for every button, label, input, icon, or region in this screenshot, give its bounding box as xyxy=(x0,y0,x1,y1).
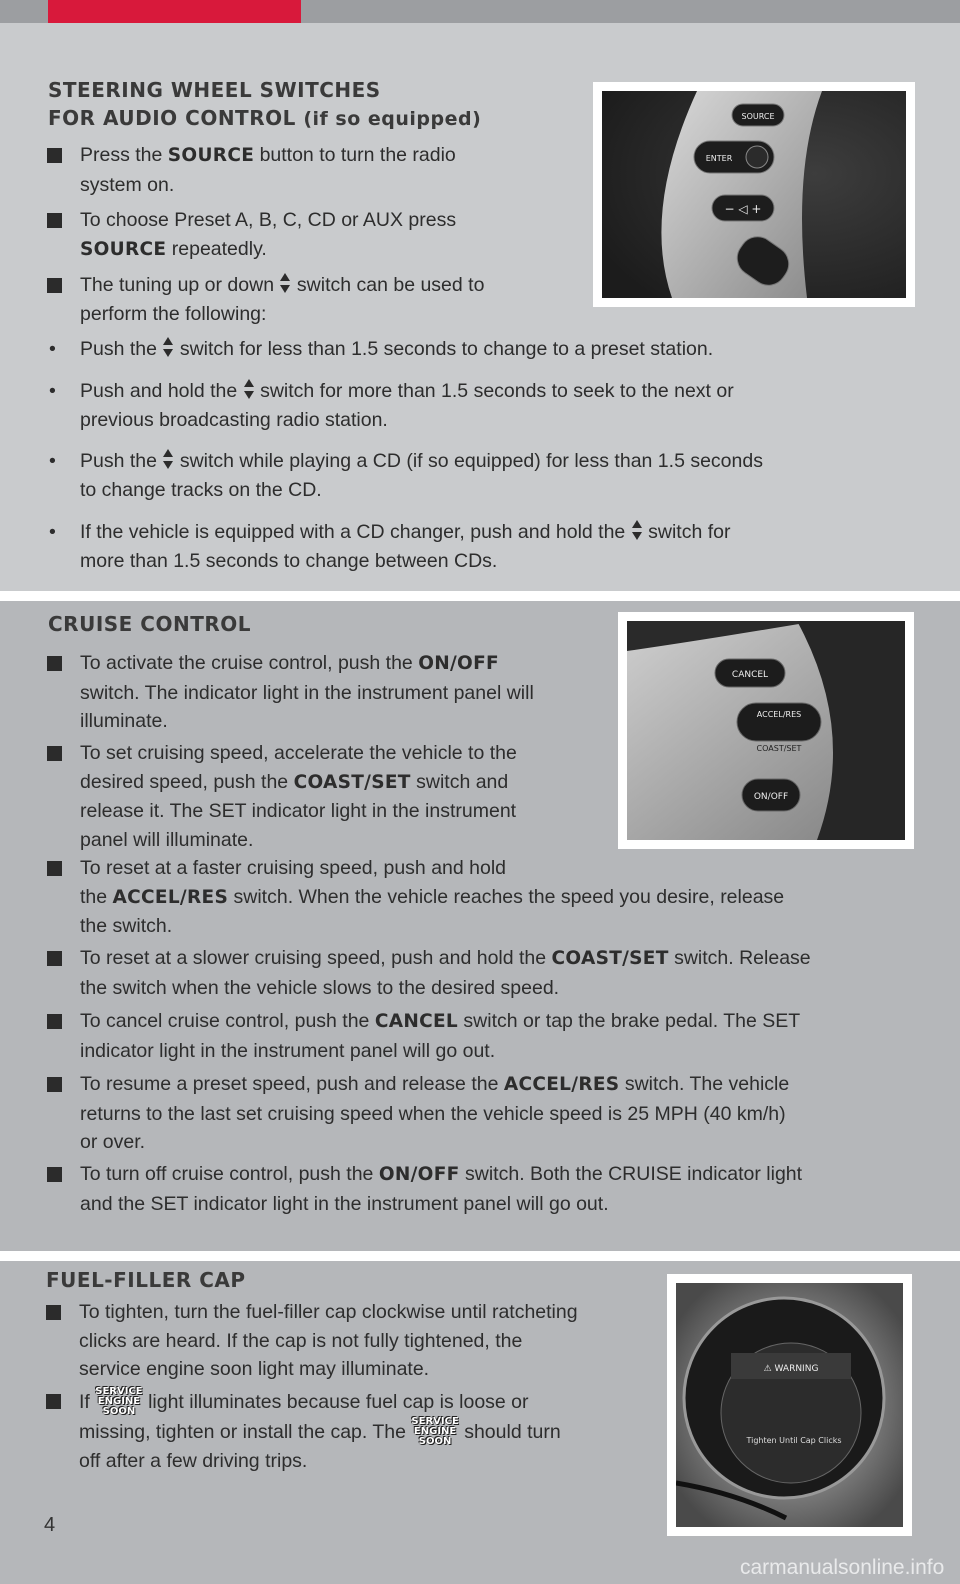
up-down-arrow-icon xyxy=(279,272,291,296)
square-bullet xyxy=(46,1305,61,1320)
square-bullet xyxy=(47,746,62,761)
button-keyword: COAST/SET xyxy=(293,771,411,793)
sub-bullet xyxy=(49,377,734,435)
text: missing, tighten or install the cap. The xyxy=(79,1421,406,1443)
list-item xyxy=(80,1070,789,1157)
list-item xyxy=(79,1298,578,1384)
text: If the vehicle is equipped with a CD changer, push and hold the xyxy=(80,521,626,543)
text: indicator light in the instrument panel will go out. xyxy=(80,1039,496,1062)
title-line-1: STEERING WHEEL SWITCHES xyxy=(48,78,381,102)
photo-label-tighten: Tighten Until Cap Clicks xyxy=(746,1436,842,1445)
page-number: 4 xyxy=(44,1514,56,1536)
square-bullet xyxy=(47,278,62,293)
section-title: FUEL-FILLER CAP xyxy=(46,1268,246,1292)
text: To reset at a slower cruising speed, push and hold the xyxy=(80,947,552,969)
text: previous broadcasting radio station. xyxy=(80,409,388,431)
text: switch. Both the CRUISE indicator light xyxy=(459,1163,803,1185)
fuel-cap-photo xyxy=(667,1274,912,1536)
text: Push the xyxy=(80,450,157,472)
photo-label-accel: ACCEL/RES xyxy=(756,710,802,719)
text: off after a few driving trips. xyxy=(79,1450,308,1472)
text: light illuminates because fuel cap is loose or xyxy=(148,1391,529,1413)
button-keyword: ON/OFF xyxy=(418,653,499,674)
list-item xyxy=(80,141,456,199)
photo-label-enter: ENTER xyxy=(705,154,733,163)
text: should turn xyxy=(464,1421,561,1443)
text: and the SET indicator light in the instrument panel will go out. xyxy=(80,1192,609,1215)
list-item xyxy=(80,206,456,264)
text: Press the xyxy=(80,144,163,166)
text: desired speed, push the xyxy=(80,770,294,793)
text: to change tracks on the CD. xyxy=(80,479,322,501)
text: switch can be used to xyxy=(296,274,485,296)
text: the xyxy=(80,885,113,908)
square-bullet xyxy=(47,951,62,966)
bullet-dot: • xyxy=(49,338,56,360)
up-down-arrow-icon xyxy=(243,378,255,402)
text: clicks are heard. If the cap is not fully tightened, the xyxy=(79,1329,523,1352)
text: more than 1.5 seconds to change between CDs. xyxy=(80,550,498,572)
sub-bullet xyxy=(49,518,731,576)
text: the switch. xyxy=(80,915,173,937)
cruise-section xyxy=(0,601,960,1251)
up-down-arrow-icon xyxy=(162,448,174,472)
section-title: CRUISE CONTROL xyxy=(48,612,251,636)
service-engine-soon-icon: SERVICE ENGINE SOON xyxy=(95,1386,143,1417)
up-down-arrow-icon xyxy=(162,336,174,360)
text: illuminate. xyxy=(80,710,168,732)
text: repeatedly. xyxy=(171,237,267,260)
text: To resume a preset speed, push and release the xyxy=(80,1073,504,1095)
title-line-2: FOR AUDIO CONTROL xyxy=(48,106,296,130)
text: or over. xyxy=(80,1131,146,1153)
text: switch and xyxy=(410,770,509,793)
text: switch for more than 1.5 seconds to seek to the next or xyxy=(260,380,734,402)
list-item xyxy=(80,944,811,1002)
text: perform the following: xyxy=(80,302,267,325)
top-accent-bar xyxy=(48,0,301,23)
photo-label-source: SOURCE xyxy=(741,112,775,121)
cruise-switch-illustration xyxy=(627,621,905,840)
svg-text:− ◁ +: − ◁ + xyxy=(724,202,762,216)
section-title xyxy=(48,76,481,133)
list-item xyxy=(80,854,784,941)
list-item xyxy=(80,1160,802,1218)
photo-label-onoff: ON/OFF xyxy=(753,792,789,802)
text: panel will illuminate. xyxy=(80,828,254,851)
top-band xyxy=(0,0,960,23)
square-bullet xyxy=(47,861,62,876)
text: switch. When the vehicle reaches the speed you desire, release xyxy=(228,885,785,908)
text: release it. The SET indicator light in the instrument xyxy=(80,800,517,822)
list-item xyxy=(80,649,534,736)
square-bullet xyxy=(47,1077,62,1092)
square-bullet xyxy=(47,1167,62,1182)
square-bullet xyxy=(46,1394,61,1409)
text: returns to the last set cruising speed when the vehicle speed is 25 MPH (40 km/h) xyxy=(80,1102,786,1125)
text: switch for less than 1.5 seconds to change to a preset station. xyxy=(179,338,714,360)
list-item xyxy=(80,1007,800,1065)
bullet-dot: • xyxy=(49,380,56,402)
button-keyword: COAST/SET xyxy=(551,948,669,969)
photo-label-warning: ⚠ WARNING xyxy=(763,1364,819,1374)
list-item xyxy=(79,1387,561,1476)
square-bullet xyxy=(47,148,62,163)
text: To turn off cruise control, push the xyxy=(80,1163,379,1185)
text: switch while playing a CD (if so equipped) for less than 1.5 seconds xyxy=(179,450,763,472)
text: Push the xyxy=(80,338,157,360)
text: If xyxy=(79,1391,90,1413)
square-bullet xyxy=(47,656,62,671)
photo-label-cancel: CANCEL xyxy=(731,670,769,680)
text: To tighten, turn the fuel-filler cap clockwise until ratcheting xyxy=(79,1301,578,1323)
list-item xyxy=(80,739,517,854)
sub-bullet xyxy=(49,447,763,505)
steering-section xyxy=(0,23,960,591)
title-qualifier: (if so equipped) xyxy=(303,108,482,130)
text: To set cruising speed, accelerate the vehicle to the xyxy=(80,742,517,764)
photo-label-coast: COAST/SET xyxy=(756,744,802,753)
text: To activate the cruise control, push the xyxy=(80,652,419,674)
bullet-dot: • xyxy=(49,450,56,472)
up-down-arrow-icon xyxy=(631,519,643,543)
text: To choose Preset A, B, C, CD or AUX press xyxy=(80,209,457,231)
square-bullet xyxy=(47,1014,62,1029)
text: To reset at a faster cruising speed, push and hold xyxy=(80,857,507,879)
text: button to turn the radio xyxy=(259,144,456,166)
button-keyword: ACCEL/RES xyxy=(112,886,229,908)
cruise-switch-photo xyxy=(618,612,914,849)
service-engine-soon-icon: SERVICE ENGINE SOON xyxy=(411,1416,459,1447)
sub-bullet xyxy=(49,335,714,364)
text: the switch when the vehicle slows to the desired speed. xyxy=(80,976,560,999)
text: switch or tap the brake pedal. The SET xyxy=(458,1010,801,1032)
text: system on. xyxy=(80,173,175,196)
button-keyword: ON/OFF xyxy=(378,1164,460,1185)
fuel-section xyxy=(0,1261,960,1584)
text: To cancel cruise control, push the xyxy=(80,1010,375,1032)
list-item xyxy=(80,271,484,328)
text: switch. The vehicle xyxy=(619,1073,790,1095)
text: The tuning up or down xyxy=(80,274,275,296)
fuel-cap-illustration xyxy=(676,1283,903,1527)
steering-switch-illustration xyxy=(602,91,906,298)
watermark: carmanualsonline.info xyxy=(740,1556,945,1579)
square-bullet xyxy=(47,213,62,228)
button-keyword: ACCEL/RES xyxy=(503,1074,620,1095)
text: Push and hold the xyxy=(80,380,238,402)
source-keyword: SOURCE xyxy=(80,238,167,260)
text: switch for xyxy=(648,521,731,543)
button-keyword: CANCEL xyxy=(374,1011,459,1032)
text: switch. The indicator light in the instrument panel will xyxy=(80,681,534,704)
steering-switch-photo xyxy=(593,82,915,307)
text: service engine soon light may illuminate. xyxy=(79,1358,430,1380)
text: switch. Release xyxy=(668,947,811,969)
source-keyword: SOURCE xyxy=(167,145,255,166)
bullet-dot: • xyxy=(49,521,56,543)
